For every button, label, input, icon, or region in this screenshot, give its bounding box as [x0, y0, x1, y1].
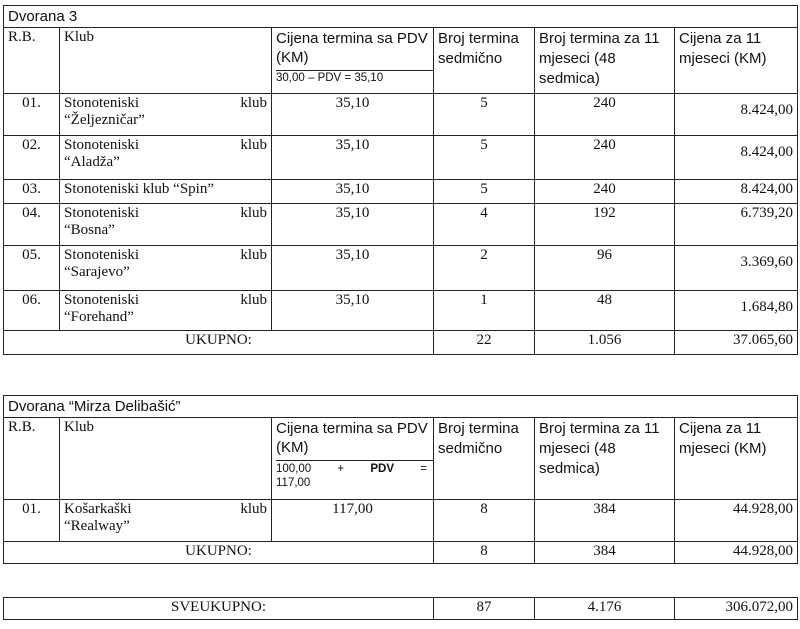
cell-club: Stonoteniski klub “Spin” — [60, 180, 272, 204]
cell-rb: 06. — [4, 291, 60, 331]
formula-pdv: PDV — [370, 463, 395, 475]
club-name: “Sarajevo” — [64, 264, 130, 280]
header-price-11: Cijena za 11 mjeseci (KM) — [675, 418, 798, 500]
cell-rb: 04. — [4, 204, 60, 246]
club-type: Stonoteniski — [64, 205, 140, 221]
table-row — [4, 291, 798, 331]
grand-total-weekly: 87 — [434, 598, 535, 620]
table-row — [4, 94, 798, 136]
cell-rb: 02. — [4, 136, 60, 180]
formula-base: 100,00 — [276, 463, 312, 475]
header-weekly: Broj termina sedmično — [434, 418, 535, 500]
header-club: Klub — [60, 28, 272, 94]
cell-rb: 03. — [4, 180, 60, 204]
header-terms-11: Broj termina za 11 mjeseci (48 sedmica) — [535, 418, 675, 500]
cell-total: 8.424,00 — [675, 136, 798, 180]
club-word: klub — [240, 501, 267, 517]
cell-terms: 240 — [535, 180, 675, 204]
cell-weekly: 5 — [434, 136, 535, 180]
cell-club — [60, 136, 272, 180]
club-type: Stonoteniski — [64, 137, 140, 153]
cell-club — [60, 246, 272, 291]
header-price-formula: 30,00 – PDV = 35,10 — [276, 70, 433, 85]
table-header-row — [4, 418, 798, 500]
cell-rb: 01. — [4, 94, 60, 136]
header-club: Klub — [60, 418, 272, 500]
club-name: “Aladža” — [64, 154, 120, 170]
cell-total: 1.684,80 — [675, 291, 798, 331]
cell-rb: 05. — [4, 246, 60, 291]
cell-terms: 384 — [535, 500, 675, 542]
cell-club — [60, 204, 272, 246]
cell-terms: 96 — [535, 246, 675, 291]
header-terms-11: Broj termina za 11 mjeseci (48 sedmica) — [535, 28, 675, 94]
club-name: “Željezničar” — [64, 112, 145, 128]
total-row — [4, 331, 798, 355]
cell-terms: 240 — [535, 136, 675, 180]
total-label: UKUPNO: — [4, 331, 434, 355]
total-price: 37.065,60 — [675, 331, 798, 355]
grand-total-label: SVEUKUPNO: — [4, 598, 434, 620]
cell-club — [60, 500, 272, 542]
cell-price: 117,00 — [272, 500, 434, 542]
club-word: klub — [240, 247, 267, 263]
cell-total: 6.739,20 — [675, 204, 798, 246]
cell-terms: 192 — [535, 204, 675, 246]
cell-terms: 48 — [535, 291, 675, 331]
cell-weekly: 8 — [434, 500, 535, 542]
total-label: UKUPNO: — [4, 542, 434, 564]
cell-weekly: 2 — [434, 246, 535, 291]
header-price-label: Cijena termina sa PDV (KM) — [276, 420, 428, 456]
cell-weekly: 5 — [434, 94, 535, 136]
table-dvorana-mirza-delibasic — [3, 395, 798, 564]
cell-weekly: 1 — [434, 291, 535, 331]
table-row — [4, 204, 798, 246]
cell-club — [60, 94, 272, 136]
grand-total-terms: 4.176 — [535, 598, 675, 620]
cell-rb: 01. — [4, 500, 60, 542]
header-rb: R.B. — [4, 28, 60, 94]
formula-result: 117,00 — [276, 477, 311, 489]
club-name: “Realway” — [64, 518, 130, 534]
header-weekly: Broj termina sedmično — [434, 28, 535, 94]
club-word: klub — [240, 137, 267, 153]
grand-total-table — [3, 597, 798, 620]
header-rb: R.B. — [4, 418, 60, 500]
grand-total-row — [4, 598, 798, 620]
cell-total: 3.369,60 — [675, 246, 798, 291]
club-type: Stonoteniski — [64, 95, 140, 111]
club-word: klub — [240, 292, 267, 308]
header-price-11: Cijena za 11 mjeseci (KM) — [675, 28, 798, 94]
cell-price: 35,10 — [272, 246, 434, 291]
cell-price: 35,10 — [272, 180, 434, 204]
club-word: klub — [240, 95, 267, 111]
cell-weekly: 4 — [434, 204, 535, 246]
table-row — [4, 500, 798, 542]
header-price — [272, 418, 434, 500]
table-row — [4, 136, 798, 180]
table-header-row — [4, 28, 798, 94]
club-type: Košarkaški — [64, 501, 132, 517]
cell-price: 35,10 — [272, 94, 434, 136]
cell-price: 35,10 — [272, 136, 434, 180]
total-weekly: 22 — [434, 331, 535, 355]
cell-total: 8.424,00 — [675, 94, 798, 136]
cell-total: 44.928,00 — [675, 500, 798, 542]
cell-price: 35,10 — [272, 291, 434, 331]
total-terms: 1.056 — [535, 331, 675, 355]
table-row — [4, 180, 798, 204]
cell-club — [60, 291, 272, 331]
cell-price: 35,10 — [272, 204, 434, 246]
header-price-label: Cijena termina sa PDV (KM) — [276, 30, 428, 66]
club-word: klub — [240, 205, 267, 221]
table-dvorana-3 — [3, 5, 798, 355]
cell-weekly: 5 — [434, 180, 535, 204]
total-row — [4, 542, 798, 564]
hall-title: Dvorana “Mirza Delibašić” — [4, 396, 798, 418]
club-type: Stonoteniski — [64, 247, 140, 263]
total-terms: 384 — [535, 542, 675, 564]
club-name: “Bosna” — [64, 222, 115, 238]
header-price — [272, 28, 434, 94]
formula-plus: + — [337, 463, 345, 475]
club-type: Stonoteniski — [64, 292, 140, 308]
table-row — [4, 246, 798, 291]
formula-equals: = — [420, 463, 427, 475]
total-weekly: 8 — [434, 542, 535, 564]
cell-total: 8.424,00 — [675, 180, 798, 204]
cell-terms: 240 — [535, 94, 675, 136]
total-price: 44.928,00 — [675, 542, 798, 564]
hall-title: Dvorana 3 — [4, 6, 798, 28]
header-price-formula — [276, 460, 433, 490]
club-name: “Forehand” — [64, 309, 134, 325]
grand-total-price: 306.072,00 — [675, 598, 798, 620]
